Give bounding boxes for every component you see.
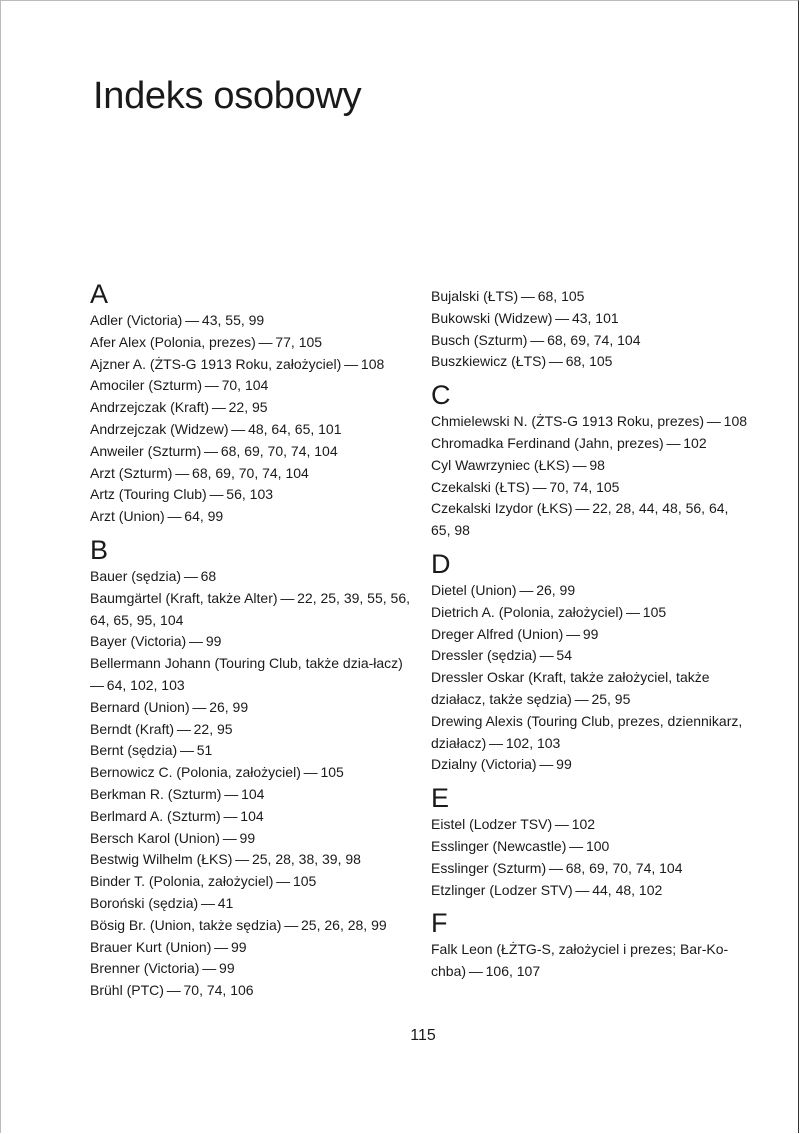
- index-entry: Bayer (Victoria) — 99: [90, 633, 222, 650]
- index-entry: Eistel (Lodzer TSV) — 102: [431, 816, 596, 833]
- index-section: [431, 379, 751, 542]
- index-section: [431, 548, 751, 776]
- index-entry: Berkman R. (Szturm) — 104: [90, 785, 265, 802]
- index-entry: Berlmard A. (Szturm) — 104: [90, 807, 264, 824]
- index-section: [431, 907, 751, 983]
- index-entry: Bernt (sędzia) — 51: [90, 742, 213, 759]
- section-letter: D: [431, 548, 451, 579]
- section-letter: F: [431, 908, 448, 939]
- index-entry: Chromadka Ferdinand (Jahn, prezes) — 102: [431, 434, 707, 451]
- index-entry: Drewing Alexis (Touring Club, prezes, dziennikarz, działacz) — 102, 103: [431, 712, 743, 751]
- index-entry: Chmielewski N. (ŻTS-G 1913 Roku, prezes) — 108: [431, 413, 748, 430]
- section-letter: C: [431, 380, 451, 411]
- index-entry: Bersch Karol (Union) — 99: [90, 829, 256, 846]
- index-entry: Arzt (Union) — 64, 99: [90, 508, 224, 525]
- index-entry: Andrzejczak (Widzew) — 48, 64, 65, 101: [90, 420, 342, 437]
- index-entry: Artz (Touring Club) — 56, 103: [90, 486, 274, 503]
- index-entry: Busch (Szturm) — 68, 69, 74, 104: [431, 331, 641, 348]
- index-entry: Esslinger (Newcastle) — 100: [431, 837, 610, 854]
- index-entry: Czekalski (ŁTS) — 70, 74, 105: [431, 478, 620, 495]
- page-number: 115: [410, 1027, 436, 1044]
- index-entry: Etzlinger (Lodzer STV) — 44, 48, 102: [431, 881, 663, 898]
- index-entry: Dressler (sędzia) — 54: [431, 647, 572, 664]
- index-entry: Buszkiewicz (ŁTS) — 68, 105: [431, 353, 613, 370]
- index-entry: Falk Leon (ŁŻTG-S, założyciel i prezes; Bar-Ko-chba) — 106, 107: [431, 941, 729, 980]
- index-entry: Bernowicz C. (Polonia, założyciel) — 105: [90, 764, 344, 781]
- index-entry: Dreger Alfred (Union) — 99: [431, 625, 599, 642]
- index-entry: Brauer Kurt (Union) — 99: [90, 938, 247, 955]
- index-section: [431, 286, 751, 373]
- index-entry: Dietel (Union) — 26, 99: [431, 581, 576, 598]
- index-entry: Amociler (Szturm) — 70, 104: [90, 377, 269, 394]
- index-section: [431, 782, 751, 901]
- index-column-left: [90, 278, 410, 1002]
- index-entry: Berndt (Kraft) — 22, 95: [90, 720, 233, 737]
- index-entry: Dietrich A. (Polonia, założyciel) — 105: [431, 603, 667, 620]
- page-title: Indeks osobowy: [93, 75, 362, 117]
- index-entry: Bukowski (Widzew) — 43, 101: [431, 309, 619, 326]
- index-entry: Anweiler (Szturm) — 68, 69, 70, 74, 104: [90, 442, 338, 459]
- index-entry: Bösig Br. (Union, także sędzia) — 25, 26, 28, 99: [90, 916, 387, 933]
- section-letter: B: [90, 534, 109, 565]
- index-entry: Bellermann Johann (Touring Club, także dzia-łacz) — 64, 102, 103: [90, 655, 406, 693]
- section-letter: A: [90, 279, 109, 309]
- index-entry: Bauer (sędzia) — 68: [90, 567, 217, 584]
- index-entry: Bernard (Union) — 26, 99: [90, 698, 249, 715]
- index-entry: Afer Alex (Polonia, prezes) — 77, 105: [90, 333, 323, 350]
- index-section: [90, 534, 410, 1002]
- index-entry: Ajzner A. (ŻTS-G 1913 Roku, założyciel) — 108: [90, 355, 385, 372]
- index-entry: Bujalski (ŁTS) — 68, 105: [431, 288, 585, 304]
- index-entry: Czekalski Izydor (ŁKS) — 22, 28, 44, 48, 56, 64, 65, 98: [431, 500, 729, 539]
- index-entry: Bestwig Wilhelm (ŁKS) — 25, 28, 38, 39, 98: [90, 851, 361, 868]
- index-section: [90, 278, 410, 528]
- index-entry: Cyl Wawrzyniec (ŁKS) — 98: [431, 456, 605, 473]
- index-entry: Arzt (Szturm) — 68, 69, 70, 74, 104: [90, 464, 309, 481]
- index-entry: Andrzejczak (Kraft) — 22, 95: [90, 399, 268, 416]
- index-column-right: [431, 278, 751, 983]
- index-entry: Brenner (Victoria) — 99: [90, 960, 235, 977]
- index-entry: Baumgärtel (Kraft, także Alter) — 22, 25, 39, 55, 56, 64, 65, 95, 104: [90, 589, 410, 628]
- index-entry: Binder T. (Polonia, założyciel) — 105: [90, 873, 317, 890]
- index-entry: Esslinger (Szturm) — 68, 69, 70, 74, 104: [431, 859, 683, 876]
- index-entry: Boroński (sędzia) — 41: [90, 894, 234, 911]
- index-entry: Dressler Oskar (Kraft, także założyciel, także działacz, także sędzia) — 25, 95: [431, 669, 710, 707]
- index-entry: Brühl (PTC) — 70, 74, 106: [90, 982, 254, 999]
- index-entry: Adler (Victoria) — 43, 55, 99: [90, 312, 265, 328]
- section-letter: E: [431, 783, 450, 814]
- index-entry: Dzialny (Victoria) — 99: [431, 756, 572, 773]
